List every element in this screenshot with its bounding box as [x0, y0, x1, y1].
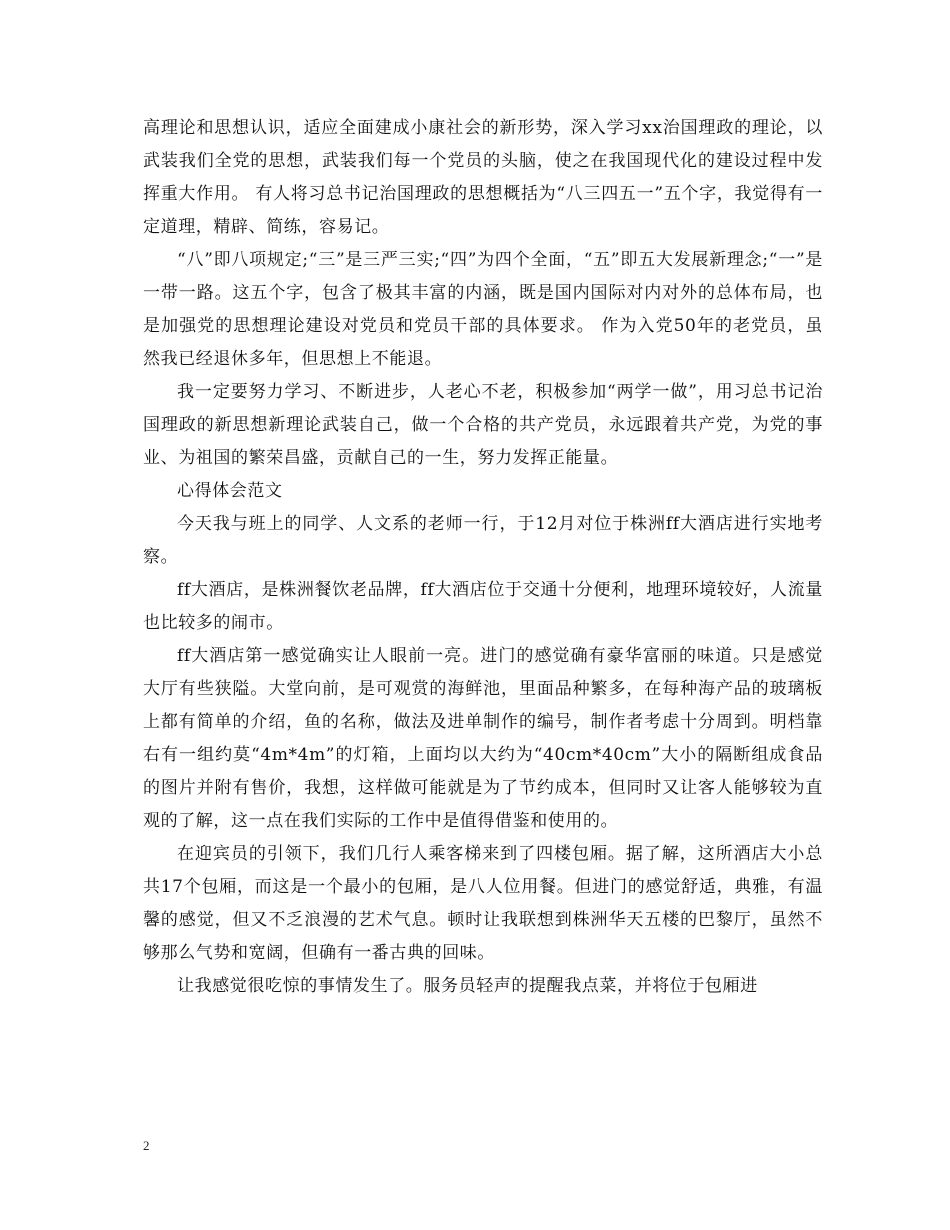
- paragraph-4: 今天我与班上的同学、人文系的老师一行，于12月对位于株洲ff大酒店进行实地考察。: [143, 514, 823, 567]
- paragraph-3: 我一定要努力学习、不断进步，人老心不老，积极参加“两学一做”，用习总书记治国理政的新思想新理论武装自己，做一个合格的共产党员，永远跟着共产党，为党的事业、为祖国的繁荣昌盛，贡献自己的一生，努力发挥正能量。: [143, 382, 823, 468]
- paragraph-5: ff大酒店，是株洲餐饮老品牌，ff大酒店位于交通十分便利，地理环境较好，人流量也比较多的闹市。: [143, 580, 823, 633]
- paragraph-6: ff大酒店第一感觉确实让人眼前一亮。进门的感觉确有豪华富丽的味道。只是感觉大厅有些狭隘。大堂向前，是可观赏的海鲜池，里面品种繁多，在每种海产品的玻璃板上都有简单的介绍，鱼的名称，做法及进单制作的编号，制作者考虑十分周到。明档靠右有一组约莫“4m*4m”的灯箱，上面均以大约为“40cm*40cm”大小的隔断组成食品的图片并附有售价，我想，这样做可能就是为了节约成本，但同时又让客人能够较为直观的了解，这一点在我们实际的工作中是值得借鉴和使用的。: [143, 646, 823, 831]
- page-number: 2: [143, 1138, 150, 1153]
- paragraph-7: 在迎宾员的引领下，我们几行人乘客梯来到了四楼包厢。据了解，这所酒店大小总共17个包厢，而这是一个最小的包厢，是八人位用餐。但进门的感觉舒适，典雅，有温馨的感觉，但又不乏浪漫的艺术气息。顿时让我联想到株洲华天五楼的巴黎厅，虽然不够那么气势和宽阔，但确有一番古典的回味。: [143, 844, 823, 963]
- document-body: [143, 112, 823, 1003]
- paragraph-8: 让我感觉很吃惊的事情发生了。服务员轻声的提醒我点菜，并将位于包厢进: [177, 976, 758, 996]
- section-heading: 心得体会范文: [177, 481, 283, 501]
- paragraph-2: “八”即八项规定;“三”是三严三实;“四”为四个全面，“五”即五大发展新理念;“一”是一带一路。这五个字，包含了极其丰富的内涵，既是国内国际对内对外的总体布局，也是加强党的思想理论建设对党员和党员干部的具体要求。 作为入党50年的老党员，虽然我已经退休多年，但思想上不能退。: [143, 250, 823, 369]
- paragraph-1: 高理论和思想认识，适应全面建成小康社会的新形势，深入学习xx治国理政的理论，以武装我们全党的思想，武装我们每一个党员的头脑，使之在我国现代化的建设过程中发挥重大作用。 有人将习总书记治国理政的思想概括为“八三四五一”五个字，我觉得有一定道理，精辟、简练，容易记。: [143, 118, 823, 237]
